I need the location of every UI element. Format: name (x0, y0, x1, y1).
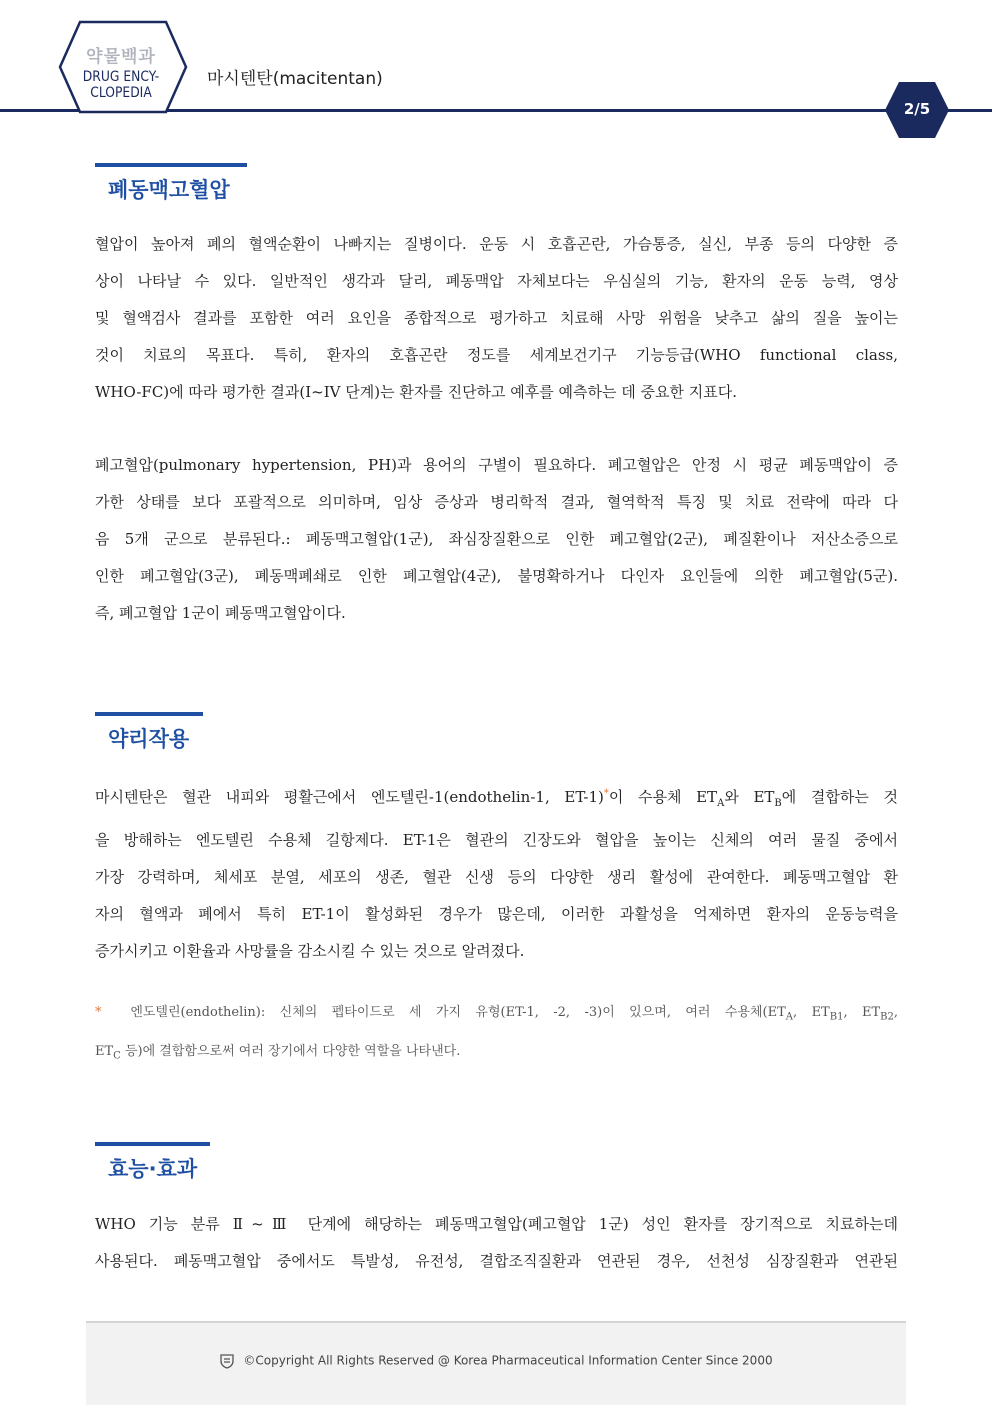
text-line: 자의 혈액과 폐에서 특히 ET-1이 활성화된 경우가 많은데, 이러한 과활성을 억제하면 환자의 운동능력을 (95, 905, 898, 923)
paragraph-pah-definition (95, 226, 898, 411)
brand-name-en-1: DRUG ENCY- (82, 69, 160, 85)
footnote-line: * 엔도텔린(endothelin): 신체의 펩타이드로 세 가지 유형(ET-1, -2, -3)이 있으며, 여러 수용체($ET_A$, $ET_{B1}$, $ET_{B2}$, (95, 1005, 899, 1023)
brand-logo (62, 42, 180, 101)
paragraph-ph-classification (95, 447, 898, 632)
section-title-indications: 효능·효과 (108, 1157, 198, 1181)
text-line: 가장 강력하며, 체세포 분열, 세포의 생존, 혈관 신생 등의 다양한 생리 활성에 관여한다. 폐동맥고혈압 환 (95, 868, 898, 886)
section-bar-3 (95, 1142, 210, 1146)
section-bar-2 (95, 712, 203, 716)
text-line: 혈압이 높아져 폐의 혈액순환이 나빠지는 질병이다. 운동 시 호흡곤란, 가슴통증, 실신, 부종 등의 다양한 증 (95, 235, 898, 253)
text-line: 즉, 폐고혈압 1군이 폐동맥고혈압이다. (95, 604, 346, 622)
shield-emblem-icon (219, 1353, 235, 1369)
paragraph-mechanism (95, 775, 898, 970)
text-line: 마시텐탄은 혈관 내피와 평활근에서 엔도텔린-1(endothelin-1, ET-1)*이 수용체 $ET_A$와 $ET_B$에 결합하는 것 (95, 788, 898, 809)
section-title-pah: 폐동맥고혈압 (108, 178, 230, 202)
text-line: 폐고혈압(pulmonary hypertension, PH)과 용어의 구별이 필요하다. 폐고혈압은 안정 시 평균 폐동맥압이 증 (95, 456, 898, 474)
brand-name-ko: 약물백과 (86, 47, 156, 67)
text-line: 사용된다. 폐동맥고혈압 중에서도 특발성, 유전성, 결합조직질환과 연관된 경우, 선천성 심장질환과 연관된 (95, 1252, 898, 1270)
text-line: 증가시키고 이환율과 사망률을 감소시킬 수 있는 것으로 알려졌다. (95, 942, 525, 960)
text-line: WHO 기능 분류 Ⅱ~Ⅲ 단계에 해당하는 폐동맥고혈압(폐고혈압 1군) 성인 환자를 장기적으로 치료하는데 (95, 1215, 898, 1233)
text-line: 것이 치료의 목표다. 특히, 환자의 호흡곤란 정도를 세계보건기구 기능등급(WHO functional class, (95, 346, 898, 364)
text-line: 상이 나타날 수 있다. 일반적인 생각과 달리, 폐동맥압 자체보다는 우심실의 기능, 환자의 운동 능력, 영상 (95, 272, 898, 290)
section-bar-1 (95, 163, 247, 167)
copyright-text: ©Copyright All Rights Reserved @ Korea Pharmaceutical Information Center Since 2000 (243, 1353, 773, 1368)
document-title: 마시텐탄(macitentan) (207, 69, 383, 89)
text-line: 음 5개 군으로 분류된다.: 폐동맥고혈압(1군), 좌심장질환으로 인한 폐고혈압(2군), 폐질환이나 저산소증으로 (95, 530, 898, 548)
footer (86, 1321, 906, 1405)
text-line: 및 혈액검사 결과를 포함한 여러 요인을 종합적으로 평가하고 치료해 사망 위험을 낮추고 삶의 질을 높이는 (95, 309, 898, 327)
footer-content (86, 1353, 906, 1369)
text-line: 을 방해하는 엔도텔린 수용체 길항제다. ET-1은 혈관의 긴장도와 혈압을 높이는 신체의 여러 물질 중에서 (95, 831, 898, 849)
section-title-pharmacology: 약리작용 (108, 727, 190, 751)
footnote-marker: * (603, 788, 609, 799)
brand-name-en-2: CLOPEDIA (90, 85, 152, 101)
page-number: 2/5 (903, 100, 931, 118)
footnote-line: $ET_C$ 등)에 결합함으로써 여러 장기에서 다양한 역할을 나타낸다. (95, 1043, 461, 1062)
paragraph-indications (95, 1206, 898, 1280)
text-line: 가한 상태를 보다 포괄적으로 의미하며, 임상 증상과 병리학적 결과, 혈역학적 특징 및 치료 전략에 따라 다 (95, 493, 898, 511)
text-line: 인한 폐고혈압(3군), 폐동맥폐쇄로 인한 폐고혈압(4군), 불명확하거나 다인자 요인들에 의한 폐고혈압(5군). (95, 567, 898, 585)
footnote-endothelin (95, 996, 898, 1073)
text-line: WHO-FC)에 따라 평가한 결과(I~IV 단계)는 환자를 진단하고 예후를 예측하는 데 중요한 지표다. (95, 383, 738, 401)
